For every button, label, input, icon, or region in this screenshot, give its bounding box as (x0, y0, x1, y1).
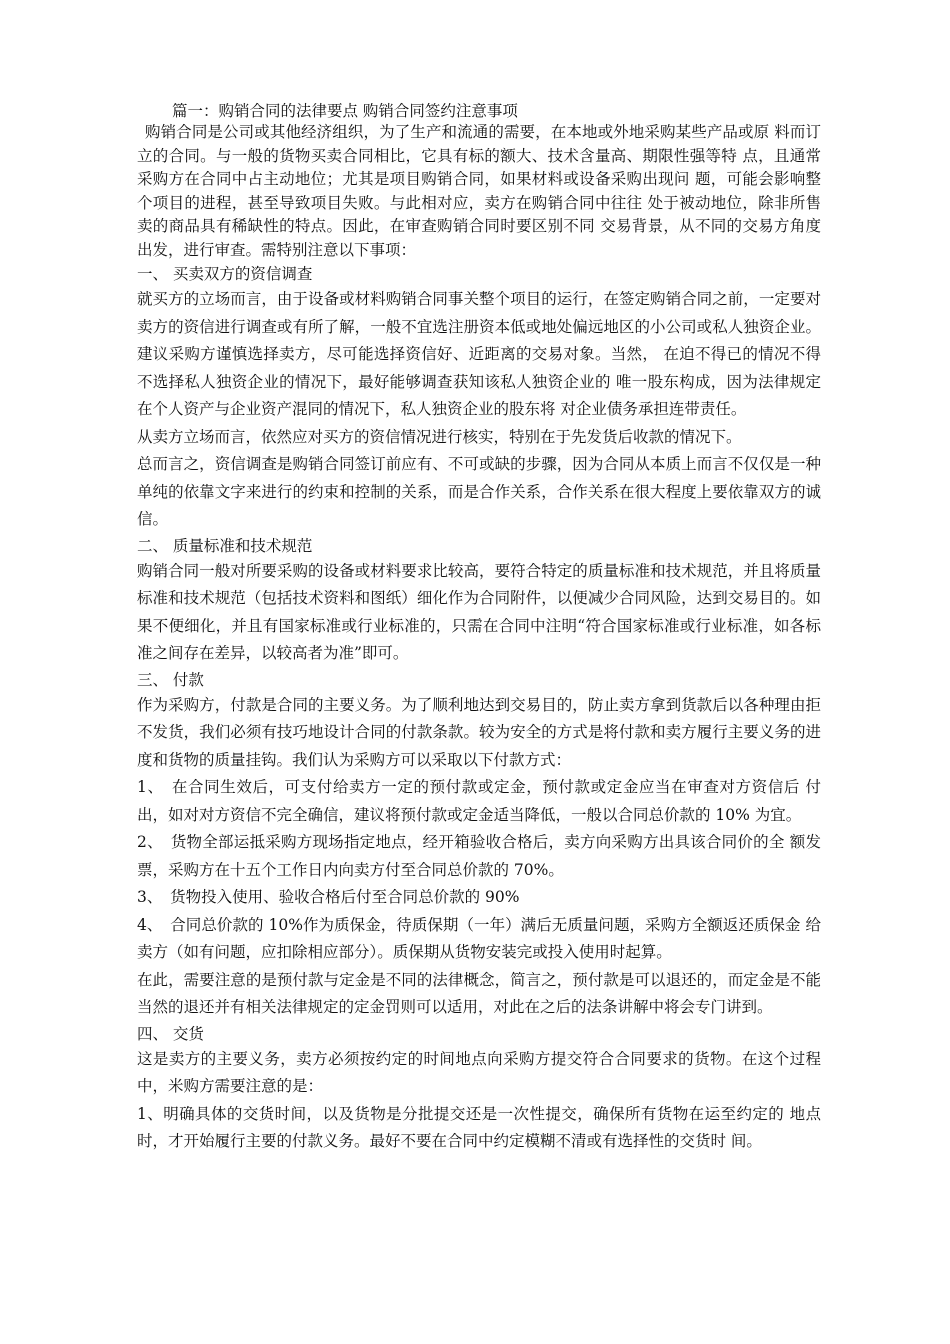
payment-item-2: 2、 货物全部运抵采购方现场指定地点，经开箱验收合格后，卖方向采购方出具该合同价的全 额发票，采购方在十五个工作日内向卖方付至合同总价款的 70%。 (137, 833, 821, 879)
section-1-paragraph-2: 从卖方立场而言，依然应对买方的资信情况进行核实，特别在于先发货后收款的情况下。 (137, 427, 742, 446)
document-page (137, 101, 821, 1156)
section-1-paragraph-3: 总而言之，资信调查是购销合同签订前应有、不可或缺的步骤，因为合同从本质上而言不仅仅是一种单纯的依靠文字来进行的约束和控制的关系，而是合作关系，合作关系在很大程度上要依靠双方的诚信。 (137, 455, 821, 528)
payment-item-4: 4、 合同总价款的 10%作为质保金，待质保期（一年）满后无质量问题，采购方全额返还质保金 给卖方（如有问题，应扣除相应部分）。质保期从货物安装完或投入使用时起算。 (137, 915, 821, 961)
section-1-paragraph-1: 就买方的立场而言，由于设备或材料购销合同事关整个项目的运行，在签定购销合同之前，一定要对卖方的资信进行调查或有所了解，一般不宜选注册资本低或地处偏远地区的小公司或私人独资企业。建议采购方谨慎选择卖方，尽可能选择资信好、近距离的交易对象。当然， 在迫不得已的情况不得不选择私人独资企业的情况下，最好能够调查获知该私人独资企业的 唯一股东构成，因为法律规定在个人资产与企业资产混同的情况下，私人独资企业的股东将 对企业债务承担连带责任。 (137, 290, 821, 418)
section-3-heading: 三、 付款 (137, 670, 204, 689)
document-title: 篇一：购销合同的法律要点 购销合同签约注意事项 (172, 102, 518, 120)
section-4-paragraph-1: 这是卖方的主要义务，卖方必须按约定的时间地点向采购方提交符合合同要求的货物。在这个过程中，米购方需要注意的是： (137, 1049, 821, 1095)
section-2-heading: 二、 质量标准和技术规范 (137, 536, 313, 555)
section-2-paragraph-1: 购销合同一般对所要采购的设备或材料要求比较高，要符合特定的质量标准和技术规范，并且将质量标准和技术规范（包括技术资料和图纸）细化作为合同附件，以便减少合同风险，达到交易目的。如果不便细化，并且有国家标准或行业标准的，只需在合同中注明“符合国家标准或行业标准，如各标准之间存在差异，以较高者为准”即可。 (137, 561, 821, 662)
payment-item-3: 3、 货物投入使用、验收合格后付至合同总价款的 90% (137, 888, 520, 906)
section-4-heading: 四、 交货 (137, 1024, 204, 1043)
section-1-heading: 一、 买卖双方的资信调查 (137, 265, 313, 283)
delivery-item-1: 1、明确具体的交货时间，以及货物是分批提交还是一次性提交，确保所有货物在运至约定的 地点时，才开始履行主要的付款义务。最好不要在合同中约定模糊不清或有选择性的交货时 间。 (137, 1104, 821, 1150)
section-3-paragraph-2: 在此，需要注意的是预付款与定金是不同的法律概念，简言之，预付款是可以退还的，而定金是不能当然的退还并有相关法律规定的定金罚则可以适用，对此在之后的法条讲解中将会专门讲到。 (137, 970, 821, 1016)
payment-item-1: 1、 在合同生效后，可支付给卖方一定的预付款或定金，预付款或定金应当在审查对方资信后 付出，如对对方资信不完全确信，建议将预付款或定金适当降低，一般以合同总价款的 10% 为宜。 (137, 778, 821, 824)
section-3-paragraph-1: 作为采购方，付款是合同的主要义务。为了顺利地达到交易目的，防止卖方拿到货款后以各种理由拒不发货，我们必须有技巧地设计合同的付款条款。较为安全的方式是将付款和卖方履行主要义务的进度和货物的质量挂钩。我们认为采购方可以采取以下付款方式： (137, 695, 821, 769)
intro-paragraph: 购销合同是公司或其他经济组织，为了生产和流通的需要，在本地或外地采购某些产品或原 料而订立的合同。与一般的货物买卖合同相比，它具有标的额大、技术含量高、期限性强等特 点，且通常采购方在合同中占主动地位；尤其是项目购销合同，如果材料或设备采购出现问 题，可能会影响整个项目的进程，甚至导致项目失败。与此相对应，卖方在购销合同中往往 处于被动地位，除非所售卖的商品具有稀缺性的特点。因此，在审查购销合同时要区别不同 交易背景，从不同的交易方角度出发，进行审查。需特别注意以下事项： (137, 123, 821, 259)
